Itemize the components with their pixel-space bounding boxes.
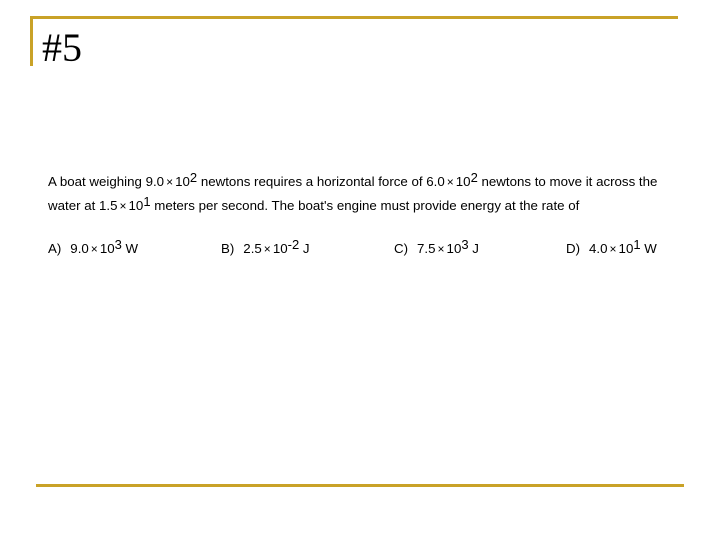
answer-unit: W — [125, 241, 139, 256]
question-part-4: meters per second. The boat's engine must provide energy at the rate of — [150, 198, 580, 213]
answer-base: 10 — [618, 241, 634, 256]
answer-letter: A) — [48, 241, 62, 256]
times-symbol: × — [166, 175, 174, 189]
speed-mantissa: 1.5 — [99, 198, 118, 213]
answer-unit: W — [644, 241, 657, 256]
answer-exponent: 1 — [633, 237, 641, 252]
answer-exponent: -2 — [287, 237, 300, 252]
bottom-rule — [36, 484, 684, 487]
answer-choice-b[interactable] — [221, 237, 310, 256]
answer-mantissa: 7.5 — [417, 241, 436, 256]
times-symbol: × — [90, 242, 98, 256]
answer-choice-d[interactable] — [566, 237, 657, 256]
answer-base: 10 — [99, 241, 115, 256]
speed-base: 10 — [128, 198, 144, 213]
answer-unit: J — [472, 241, 479, 256]
answer-mantissa: 2.5 — [243, 241, 262, 256]
answer-exponent: 3 — [114, 237, 122, 252]
slide-title: #5 — [42, 25, 82, 70]
answer-letter: B) — [221, 241, 235, 256]
answer-base: 10 — [272, 241, 288, 256]
times-symbol: × — [609, 242, 617, 256]
question-part-3: newtons to move it across the water at — [48, 174, 658, 213]
force-exponent: 2 — [470, 170, 478, 185]
question-text — [48, 170, 688, 218]
weight-exponent: 2 — [189, 170, 198, 185]
times-symbol: × — [119, 199, 127, 213]
answer-letter: D) — [566, 241, 581, 256]
top-rule — [30, 16, 678, 19]
question-part-1: A boat weighing — [48, 174, 146, 189]
answer-mantissa: 9.0 — [70, 241, 89, 256]
speed-exponent: 1 — [143, 194, 151, 209]
answer-choice-a[interactable] — [48, 237, 139, 256]
answer-choices — [48, 237, 688, 265]
times-symbol: × — [263, 242, 271, 256]
force-base: 10 — [455, 174, 471, 189]
answer-unit: J — [302, 241, 310, 256]
answer-letter: C) — [394, 241, 409, 256]
answer-base: 10 — [446, 241, 462, 256]
times-symbol: × — [446, 175, 454, 189]
question-part-2: newtons requires a horizontal force of — [197, 174, 427, 189]
times-symbol: × — [437, 242, 445, 256]
answer-choice-c[interactable] — [394, 237, 479, 256]
weight-mantissa: 9.0 — [145, 174, 165, 189]
answer-exponent: 3 — [461, 237, 469, 252]
force-mantissa: 6.0 — [426, 174, 445, 189]
answer-mantissa: 4.0 — [589, 241, 608, 256]
left-rule — [30, 16, 33, 66]
weight-base: 10 — [175, 174, 190, 189]
